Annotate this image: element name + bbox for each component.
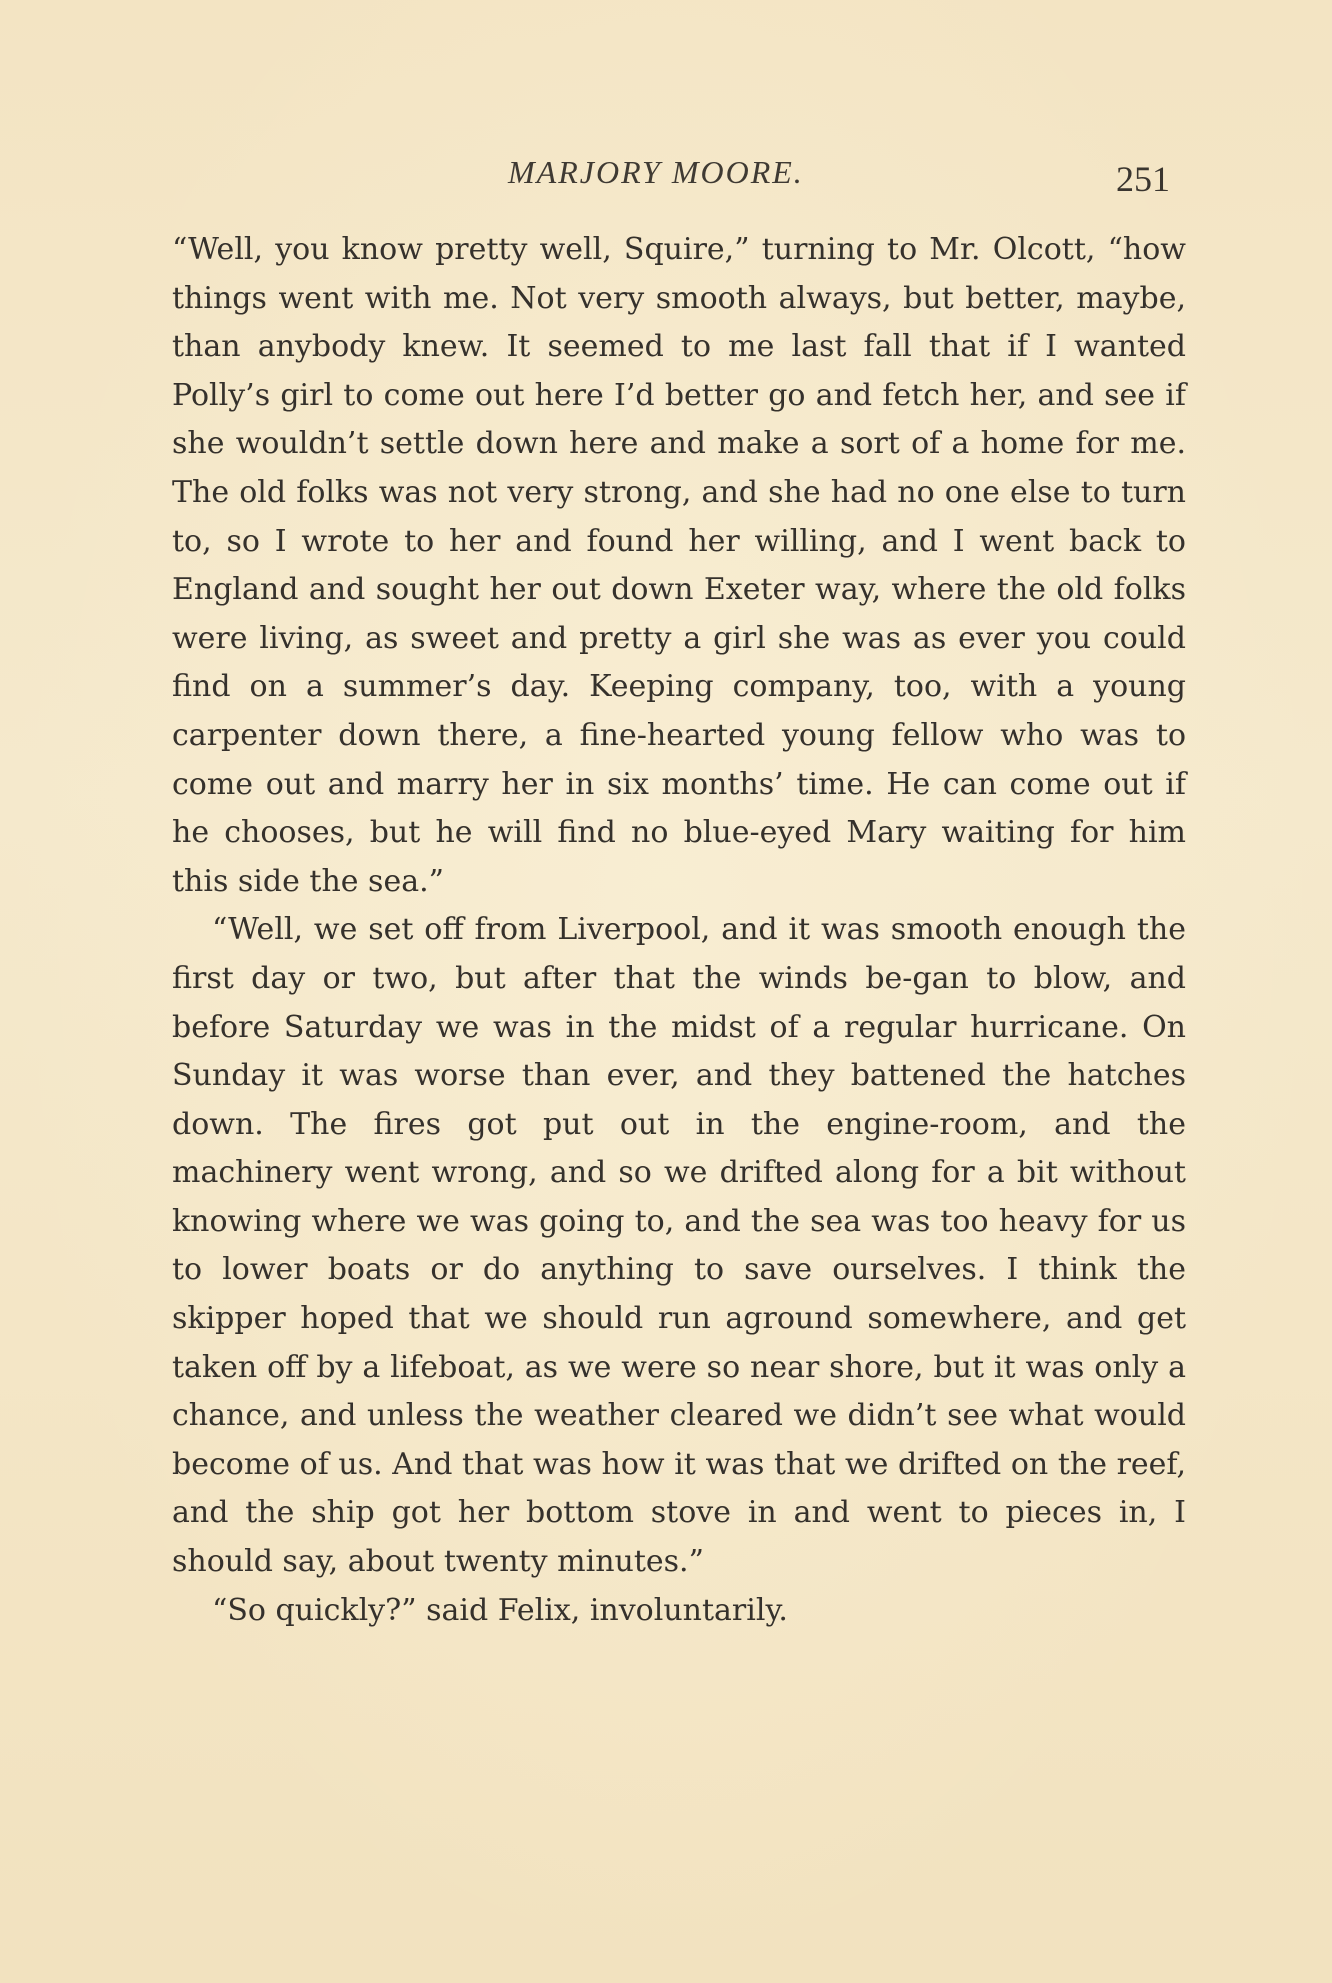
running-head (0, 150, 1332, 200)
page-number: 251 (1116, 159, 1170, 199)
paragraph-3: “So quickly?” said Felix, involuntarily. (212, 1592, 788, 1628)
paragraph-2: “Well, we set off from Liverpool, and it was smooth enough the first day or two, but after that the winds be-gan to blow, and before Saturday we was in the midst of a regular hurricane. On Sunday it was worse than ever, and they battened the hatches down. The fires got put out in the engine-room, and the machinery went wrong, and so we drifted along for a bit without knowing where we was going to, and the sea was too heavy for us to lower boats or do anything to save ourselves. I think the skipper hoped that we should run aground somewhere, and get taken off by a lifeboat, as we were so near shore, but it was only a chance, and unless the weather cleared we didn’t see what would become of us. And that was how it was that we drifted on the reef, and the ship got her bottom stove in and went to pieces in, I should say, about twenty minutes.” (172, 912, 1186, 1580)
paragraph-1: “Well, you know pretty well, Squire,” turning to Mr. Olcott, “how things went with me. Not very smooth always, but better, maybe, than anybody knew. It seemed to me last fall that if I wanted Polly’s girl to come out here I’d better go and fetch her, and see if she wouldn’t settle down here and make a sort of a home for me. The old folks was not very strong, and she had no one else to turn to, so I wrote to her and found her willing, and I went back to England and sought her out down Exeter way, where the old folks were living, as sweet and pretty a girl she was as ever you could find on a summer’s day. Keeping company, too, with a young carpenter down there, a fine-hearted young fellow who was to come out and marry her in six months’ time. He can come out if he chooses, but he will find no blue-eyed Mary waiting for him this side the sea.” (172, 232, 1186, 899)
body-text (172, 226, 1186, 1635)
running-title: MARJORY MOORE. (508, 154, 804, 190)
